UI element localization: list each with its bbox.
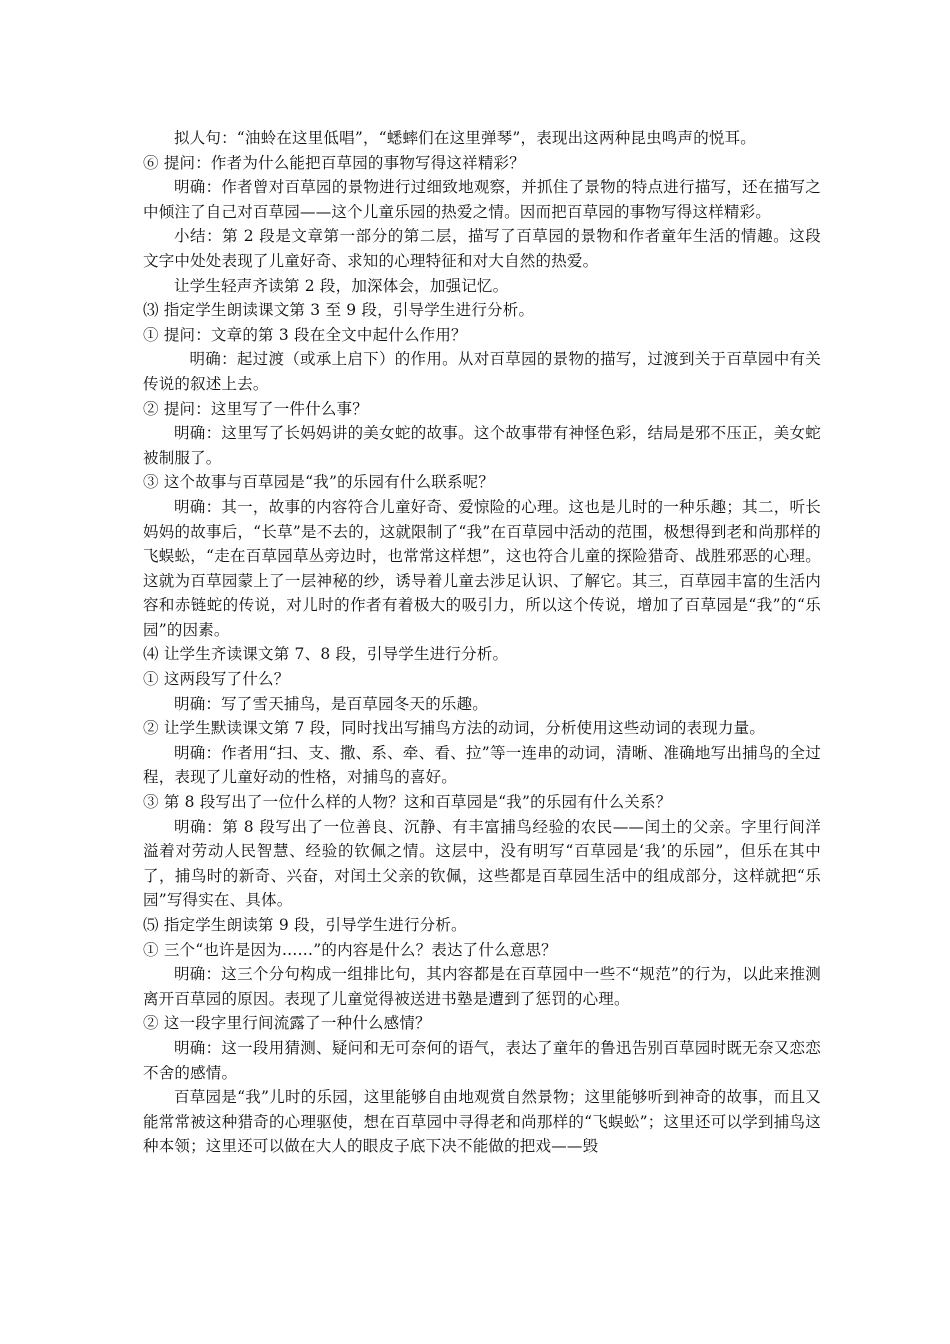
paragraph: 拟人句：“油蛉在这里低唱”，“蟋蟀们在这里弹琴”，表现出这两种昆虫鸣声的悦耳。 [174,129,756,147]
paragraph: ③ 第 8 段写出了一位什么样的人物？这和百草园是“我”的乐园有什么关系？ [143,793,672,812]
paragraph: ③ 这个故事与百草园是“我”的乐园有什么联系呢？ [143,473,495,492]
paragraph: ① 这两段写了什么？ [143,670,290,689]
paragraph: ② 这一段字里行间流露了一种什么感情？ [143,1014,431,1033]
paragraph: ⑸ 指定学生朗读第 9 段，引导学生进行分析。 [143,916,467,934]
paragraph: ② 提问：这里写了一件什么事？ [143,399,368,418]
document-body [143,126,821,1159]
paragraph: ⑥ 提问：作者为什么能把百草园的事物写得这祥精彩？ [143,153,525,172]
paragraph: 明确：这里写了长妈妈讲的美女蛇的故事。这个故事带有神怪色彩，结局是邪不压正，美女蛇被制服了。 [143,424,821,467]
paragraph: 百草园是“我”儿时的乐园，这里能够自由地观赏自然景物；这里能够听到神奇的故事，而且又能常常被这种猎奇的心理驱使，想在百草园中寻得老和尚那样的“飞蜈蚣”；这里还可以学到捕鸟这种本领；这里还可以做在大人的眼皮子底下决不能做的把戏——毁 [143,1088,821,1156]
paragraph: 明确：这一段用猜测、疑问和无可奈何的语气，表达了童年的鲁迅告别百草园时既无奈又恋恋不舍的感情。 [143,1038,821,1082]
paragraph: ① 三个“也许是因为……”的内容是什么？表达了什么意思？ [143,940,557,959]
paragraph: ⑷ 让学生齐读课文第 7、8 段，引导学生进行分析。 [143,645,509,664]
paragraph: 明确：作者曾对百草园的景物进行过细致地观察，并抓住了景物的特点进行描写，还在描写之中倾注了自己对百草园——这个儿童乐园的热爱之情。因而把百草园的事物写得这样精彩。 [143,178,821,221]
paragraph: 明确：作者用“扫、支、撒、系、牵、看、拉”等一连串的动词，清晰、准确地写出捕鸟的全过程，表现了儿童好动的性格，对捕鸟的喜好。 [143,743,821,787]
paragraph: 小结：第 2 段是文章第一部分的第二层，描写了百草园的景物和作者童年生活的情趣。这段文字中处处表现了儿童好奇、求知的心理特征和对大自然的热爱。 [143,227,821,270]
paragraph: ② 让学生默读课文第 7 段，同时找出写捕鸟方法的动词，分析使用这些动词的表现力量。 [143,719,766,738]
paragraph: ① 提问：文章的第 3 段在全文中起什么作用？ [143,325,467,344]
paragraph: 明确：写了雪天捕鸟，是百草园冬天的乐趣。 [174,694,489,713]
paragraph: 让学生轻声齐读第 2 段，加深体会，加强记忆。 [174,276,509,295]
paragraph: 明确：起过渡（或承上启下）的作用。从对百草园的景物的描写，过渡到关于百草园中有关传说的叙述上去。 [143,350,821,393]
paragraph: 明确：第 8 段写出了一位善良、沉静、有丰富捕鸟经验的农民——闰土的父亲。字里行间洋溢着对劳动人民智慧、经验的钦佩之情。这层中，没有明写“百草园是‘我’的乐园”，但乐在其中了，捕鸟时的新奇、兴奋，对闰土父亲的钦佩，这些都是百草园生活中的组成部分，这样就把“乐园”写得实在、具体。 [143,817,821,910]
paragraph: 明确：这三个分句构成一组排比句，其内容都是在百草园中一些不“规范”的行为，以此来推测离开百草园的原因。表现了儿童觉得被送进书塾是遭到了惩罚的心理。 [143,965,821,1008]
paragraph: ⑶ 指定学生朗读课文第 3 至 9 段，引导学生进行分析。 [143,301,535,320]
paragraph: 明确：其一，故事的内容符合儿童好奇、爱惊险的心理。这也是儿时的一种乐趣；其二，听长妈妈的故事后，“长草”是不去的，这就限制了“我”在百草园中活动的范围，极想得到老和尚那样的飞蜈蚣，“走在百草园草丛旁边时，也常常这样想”，这也符合儿童的探险猎奇、战胜邪恶的心理。这就为百草园蒙上了一层神秘的纱，诱导着儿童去涉足认识、了解它。其三，百草园丰富的生活内容和赤链蛇的传说，对儿时的作者有着极大的吸引力，所以这个传说，增加了百草园是“我”的“乐园”的因素。 [143,497,821,639]
